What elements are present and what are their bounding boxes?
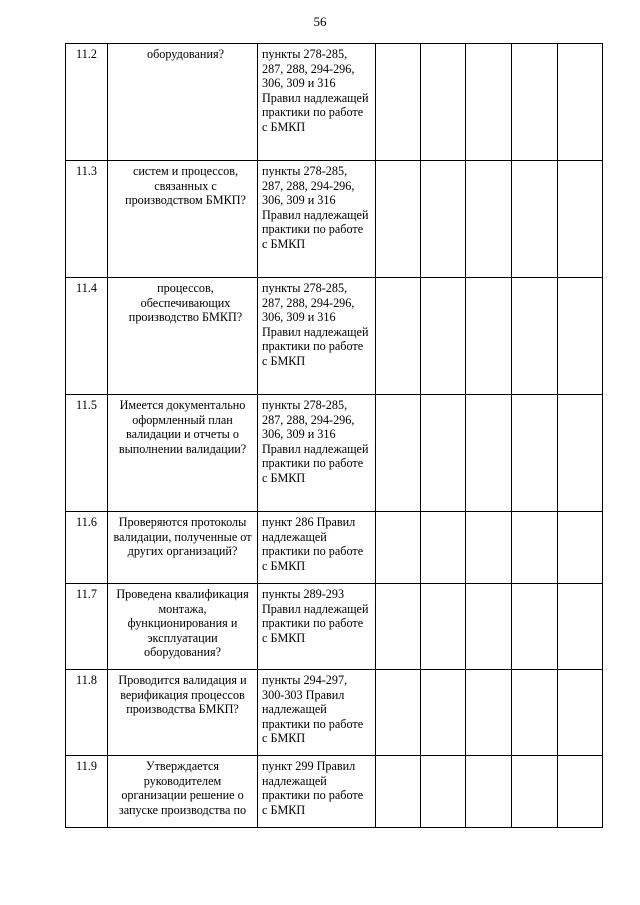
- answer-cell: [466, 161, 512, 278]
- item-number: 11.6: [66, 512, 108, 584]
- table-row: [66, 584, 603, 670]
- answer-cell: [376, 512, 421, 584]
- answer-cell: [376, 161, 421, 278]
- answer-cell: [512, 278, 558, 395]
- item-reference: пункт 299 Правил надлежащей практики по работе с БМКП: [258, 756, 376, 828]
- table-row: [66, 44, 603, 161]
- table-row: [66, 670, 603, 756]
- item-reference: пункты 289-293 Правил надлежащей практики по работе с БМКП: [258, 584, 376, 670]
- answer-cell: [512, 44, 558, 161]
- answer-cell: [376, 44, 421, 161]
- answer-cell: [376, 756, 421, 828]
- item-question: оборудования?: [108, 44, 258, 161]
- item-question: Имеется документально оформленный план валидации и отчеты о выполнении валидации?: [108, 395, 258, 512]
- item-question: Утверждается руководителем организации решение о запуске производства по: [108, 756, 258, 828]
- answer-cell: [558, 512, 603, 584]
- table-row: [66, 756, 603, 828]
- answer-cell: [421, 44, 466, 161]
- item-number: 11.4: [66, 278, 108, 395]
- answer-cell: [421, 161, 466, 278]
- answer-cell: [376, 278, 421, 395]
- page-number: 56: [313, 14, 327, 29]
- answer-cell: [466, 44, 512, 161]
- item-number: 11.3: [66, 161, 108, 278]
- answer-cell: [558, 395, 603, 512]
- item-reference: пункт 286 Правил надлежащей практики по работе с БМКП: [258, 512, 376, 584]
- answer-cell: [466, 584, 512, 670]
- answer-cell: [512, 584, 558, 670]
- answer-cell: [558, 756, 603, 828]
- item-reference: пункты 278-285, 287, 288, 294-296, 306, 309 и 316 Правил надлежащей практики по работе с БМКП: [258, 161, 376, 278]
- answer-cell: [421, 584, 466, 670]
- item-number: 11.7: [66, 584, 108, 670]
- answer-cell: [512, 670, 558, 756]
- answer-cell: [376, 670, 421, 756]
- item-number: 11.8: [66, 670, 108, 756]
- answer-cell: [421, 512, 466, 584]
- answer-cell: [466, 395, 512, 512]
- table-row: [66, 395, 603, 512]
- answer-cell: [466, 512, 512, 584]
- item-question: Проводится валидация и верификация процессов производства БМКП?: [108, 670, 258, 756]
- answer-cell: [466, 278, 512, 395]
- checklist-table: [65, 43, 603, 828]
- item-question: Проведена квалификация монтажа, функционирования и эксплуатации оборудования?: [108, 584, 258, 670]
- item-number: 11.9: [66, 756, 108, 828]
- answer-cell: [466, 756, 512, 828]
- answer-cell: [512, 395, 558, 512]
- item-question: процессов, обеспечивающих производство БМКП?: [108, 278, 258, 395]
- answer-cell: [421, 395, 466, 512]
- answer-cell: [558, 584, 603, 670]
- answer-cell: [376, 584, 421, 670]
- item-reference: пункты 278-285, 287, 288, 294-296, 306, 309 и 316 Правил надлежащей практики по работе с БМКП: [258, 278, 376, 395]
- answer-cell: [558, 44, 603, 161]
- table-row: [66, 161, 603, 278]
- answer-cell: [421, 756, 466, 828]
- answer-cell: [466, 670, 512, 756]
- answer-cell: [421, 278, 466, 395]
- item-reference: пункты 294-297, 300-303 Правил надлежащей практики по работе с БМКП: [258, 670, 376, 756]
- item-reference: пункты 278-285, 287, 288, 294-296, 306, 309 и 316 Правил надлежащей практики по работе с БМКП: [258, 44, 376, 161]
- answer-cell: [376, 395, 421, 512]
- answer-cell: [558, 670, 603, 756]
- item-number: 11.2: [66, 44, 108, 161]
- answer-cell: [421, 670, 466, 756]
- table-row: [66, 512, 603, 584]
- answer-cell: [512, 161, 558, 278]
- item-number: 11.5: [66, 395, 108, 512]
- answer-cell: [558, 278, 603, 395]
- item-question: систем и процессов, связанных с производством БМКП?: [108, 161, 258, 278]
- answer-cell: [512, 512, 558, 584]
- answer-cell: [558, 161, 603, 278]
- answer-cell: [512, 756, 558, 828]
- item-question: Проверяются протоколы валидации, полученные от других организаций?: [108, 512, 258, 584]
- table-row: [66, 278, 603, 395]
- item-reference: пункты 278-285, 287, 288, 294-296, 306, 309 и 316 Правил надлежащей практики по работе с БМКП: [258, 395, 376, 512]
